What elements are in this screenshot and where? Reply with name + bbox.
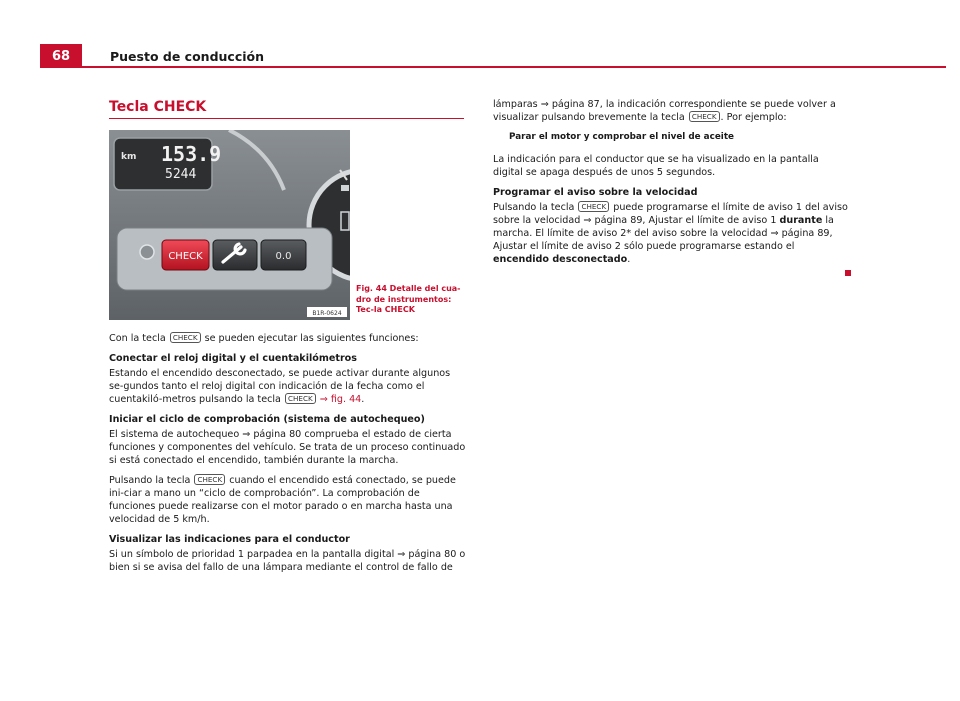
instrument-cluster-illustration (109, 130, 350, 320)
check-key: CHECK (194, 474, 225, 485)
trip-value: 153.9 (161, 142, 222, 166)
subheading-driver-info: Visualizar las indicaciones para el conductor (109, 534, 350, 545)
figure-caption: Fig. 44 Detalle del cua-dro de instrumentos: Tec-la CHECK (356, 284, 461, 314)
paragraph-clock: Estando el encendido desconectado, se puede activar durante algunos se-gundos tanto el reloj digital con indicación de la fecha como el cuentakiló-metros pulsando la tecla CHECK ⇒ fig. 44. (109, 368, 451, 405)
paragraph-display-off: La indicación para el conductor que se ha visualizado en la pantalla digital se apaga después de unos 5 segundos. (493, 154, 819, 178)
paragraph-lamps: lámparas ⇒ página 87, la indicación correspondiente se puede volver a visualizar pulsando brevemente la tecla CHECK . Por ejemplo: (493, 99, 836, 123)
section-divider (109, 118, 464, 119)
paragraph-speed-warning: Pulsando la tecla CHECK puede programarse el límite de aviso 1 del aviso sobre la velocidad ⇒ página 89, Ajustar el límite de aviso 1 durante la marcha. El límite de aviso 2* del aviso sobre la velocidad ⇒ página 89, Ajustar el límite de aviso 2 sólo puede programarse estando el encendido desconectado. (493, 202, 848, 265)
intro-paragraph: Con la tecla CHECK se pueden ejecutar las siguientes funciones: (109, 333, 419, 344)
total-value: 5244 (165, 167, 197, 182)
page-number: 68 (40, 44, 82, 68)
check-button-label: CHECK (168, 251, 203, 262)
paragraph-manual-check: Pulsando la tecla CHECK cuando el encendido está conectado, se puede ini-ciar a mano un “ciclo de comprobación”. La comprobación de funciones puede realizarse con el motor parado o en marcha hasta una velocidad de 5 km/h. (109, 475, 456, 525)
reset-button-label: 0.0 (275, 251, 292, 262)
figure-link[interactable]: ⇒ fig. 44 (319, 394, 362, 405)
subheading-clock: Conectar el reloj digital y el cuentakilómetros (109, 353, 357, 364)
subheading-check-cycle: Iniciar el ciclo de comprobación (sistema de autochequeo) (109, 414, 425, 425)
subheading-speed-warning: Programar el aviso sobre la velocidad (493, 187, 698, 198)
section-title: Tecla CHECK (109, 99, 207, 115)
example-message: Parar el motor y comprobar el nivel de aceite (509, 132, 734, 142)
header-divider (82, 66, 946, 68)
paragraph-driver-info: Si un símbolo de prioridad 1 parpadea en la pantalla digital ⇒ página 80 o bien si se avisa del fallo de una lámpara mediante el control de fallo de (109, 549, 466, 573)
check-key: CHECK (285, 393, 316, 404)
right-column (493, 98, 848, 273)
instrument-cluster-figure (109, 130, 350, 320)
check-key: CHECK (170, 332, 201, 343)
check-key: CHECK (689, 111, 720, 122)
paragraph-autocheck: El sistema de autochequeo ⇒ página 80 comprueba el estado de cierta funciones y componentes del vehículo. Se trata de un proceso continuado si está conectado el encendido, también durante la marcha. (109, 429, 466, 466)
image-code: B1R-0624 (312, 310, 342, 317)
check-key: CHECK (578, 201, 609, 212)
left-column (109, 332, 467, 581)
chapter-title: Puesto de conducción (110, 49, 265, 64)
odometer-unit: km (121, 152, 137, 162)
section-end-marker (845, 270, 851, 276)
